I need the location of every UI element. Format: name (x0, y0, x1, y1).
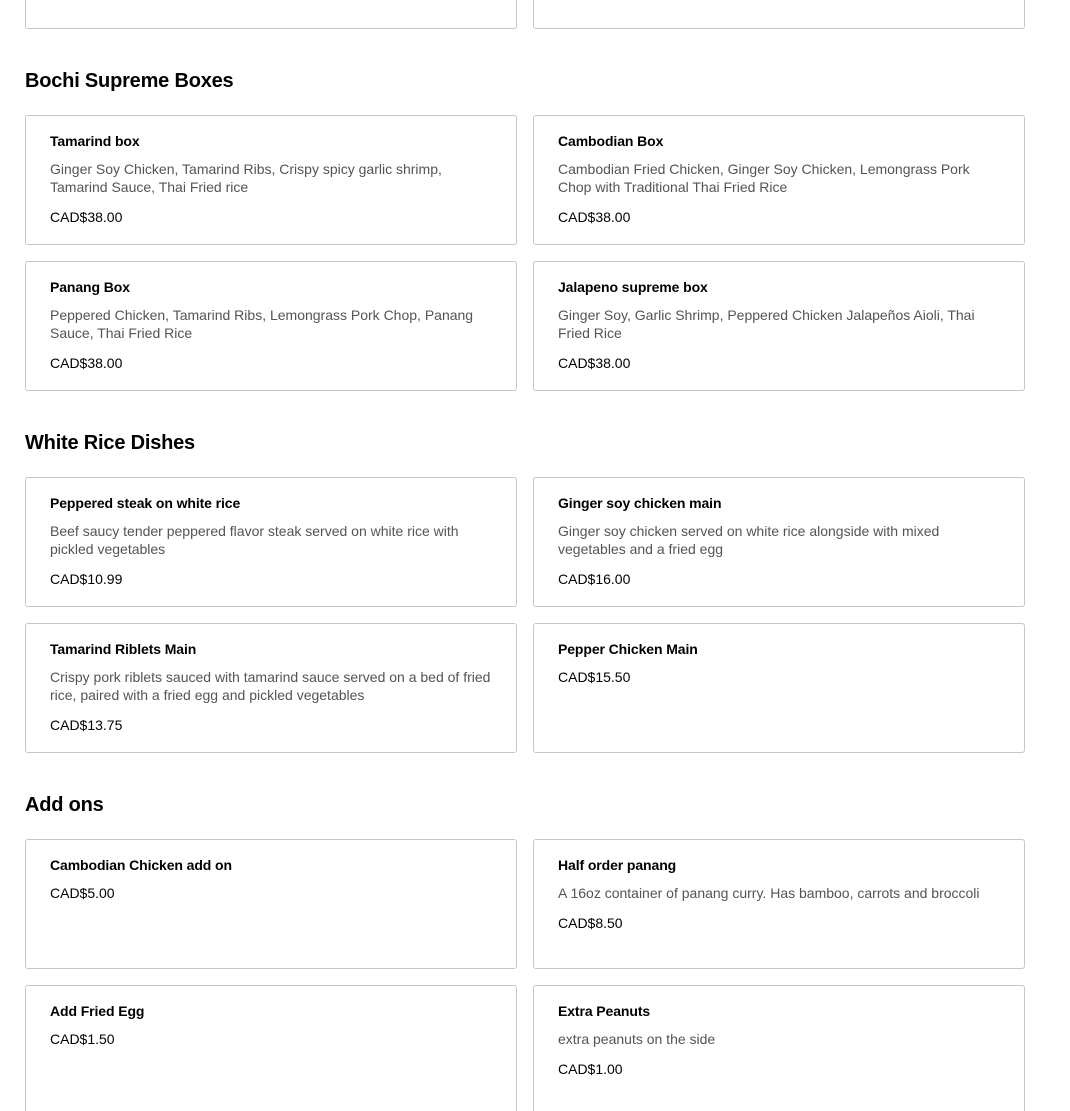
item-price: CAD$15.50 (558, 669, 631, 685)
item-price: CAD$38.00 (558, 209, 631, 225)
item-description: Ginger Soy, Garlic Shrimp, Peppered Chicken Jalapeños Aioli, Thai Fried Rice (558, 307, 975, 341)
item-name: Pepper Chicken Main (558, 641, 698, 657)
item-name: Half order panang (558, 857, 677, 873)
item-description: extra peanuts on the side (558, 1031, 716, 1047)
item-price: CAD$5.00 (50, 885, 115, 901)
menu-item-card[interactable] (533, 261, 1025, 391)
item-description: A 16oz container of panang curry. Has bamboo, carrots and broccoli (558, 885, 980, 901)
item-name: Extra Peanuts (558, 1003, 651, 1019)
item-price: CAD$38.00 (50, 209, 123, 225)
item-price: CAD$38.00 (558, 355, 631, 371)
menu-item-card[interactable] (25, 623, 517, 753)
section-title: Add ons (25, 794, 104, 816)
menu-item-card[interactable] (25, 261, 517, 391)
item-price: CAD$8.50 (558, 915, 623, 931)
menu-item-card[interactable] (533, 985, 1025, 1111)
item-description: Ginger soy chicken served on white rice alongside with mixed vegetables and a fried egg (558, 523, 940, 557)
item-name: Ginger soy chicken main (558, 495, 722, 511)
menu-item-card[interactable] (25, 0, 517, 29)
item-description: Peppered Chicken, Tamarind Ribs, Lemongrass Pork Chop, Panang Sauce, Thai Fried Rice (50, 307, 474, 341)
menu-item-card[interactable] (533, 115, 1025, 245)
item-name: Jalapeno supreme box (558, 279, 708, 295)
menu-item-card[interactable] (533, 839, 1025, 969)
menu-item-card[interactable] (533, 623, 1025, 753)
item-price: CAD$10.99 (50, 571, 123, 587)
menu-item-card[interactable] (25, 985, 517, 1111)
item-description: Ginger Soy Chicken, Tamarind Ribs, Crispy spicy garlic shrimp, Tamarind Sauce, Thai Fried rice (50, 161, 442, 195)
menu-item-card[interactable] (533, 0, 1025, 29)
section-title: White Rice Dishes (25, 432, 195, 454)
item-price: CAD$38.00 (50, 355, 123, 371)
menu-item-card[interactable] (25, 839, 517, 969)
item-description: Cambodian Fried Chicken, Ginger Soy Chicken, Lemongrass Pork Chop with Traditional Thai Fried Rice (558, 161, 970, 195)
item-name: Add Fried Egg (50, 1003, 145, 1019)
menu-item-card[interactable] (533, 477, 1025, 607)
item-name: Peppered steak on white rice (50, 495, 241, 511)
item-name: Panang Box (50, 279, 130, 295)
menu-item-card[interactable] (25, 115, 517, 245)
item-name: Cambodian Box (558, 133, 664, 149)
item-price: CAD$1.50 (50, 1031, 115, 1047)
menu-item-card[interactable] (25, 477, 517, 607)
section-title: Bochi Supreme Boxes (25, 70, 234, 92)
item-description: Crispy pork riblets sauced with tamarind sauce served on a bed of fried rice, paired with a fried egg and pickled vegetables (50, 669, 491, 703)
item-name: Cambodian Chicken add on (50, 857, 232, 873)
item-price: CAD$13.75 (50, 717, 123, 733)
item-name: Tamarind Riblets Main (50, 641, 197, 657)
item-price: CAD$16.00 (558, 571, 631, 587)
item-name: Tamarind box (50, 133, 140, 149)
item-description: Beef saucy tender peppered flavor steak served on white rice with pickled vegetables (50, 523, 459, 557)
item-price: CAD$1.00 (558, 1061, 623, 1077)
